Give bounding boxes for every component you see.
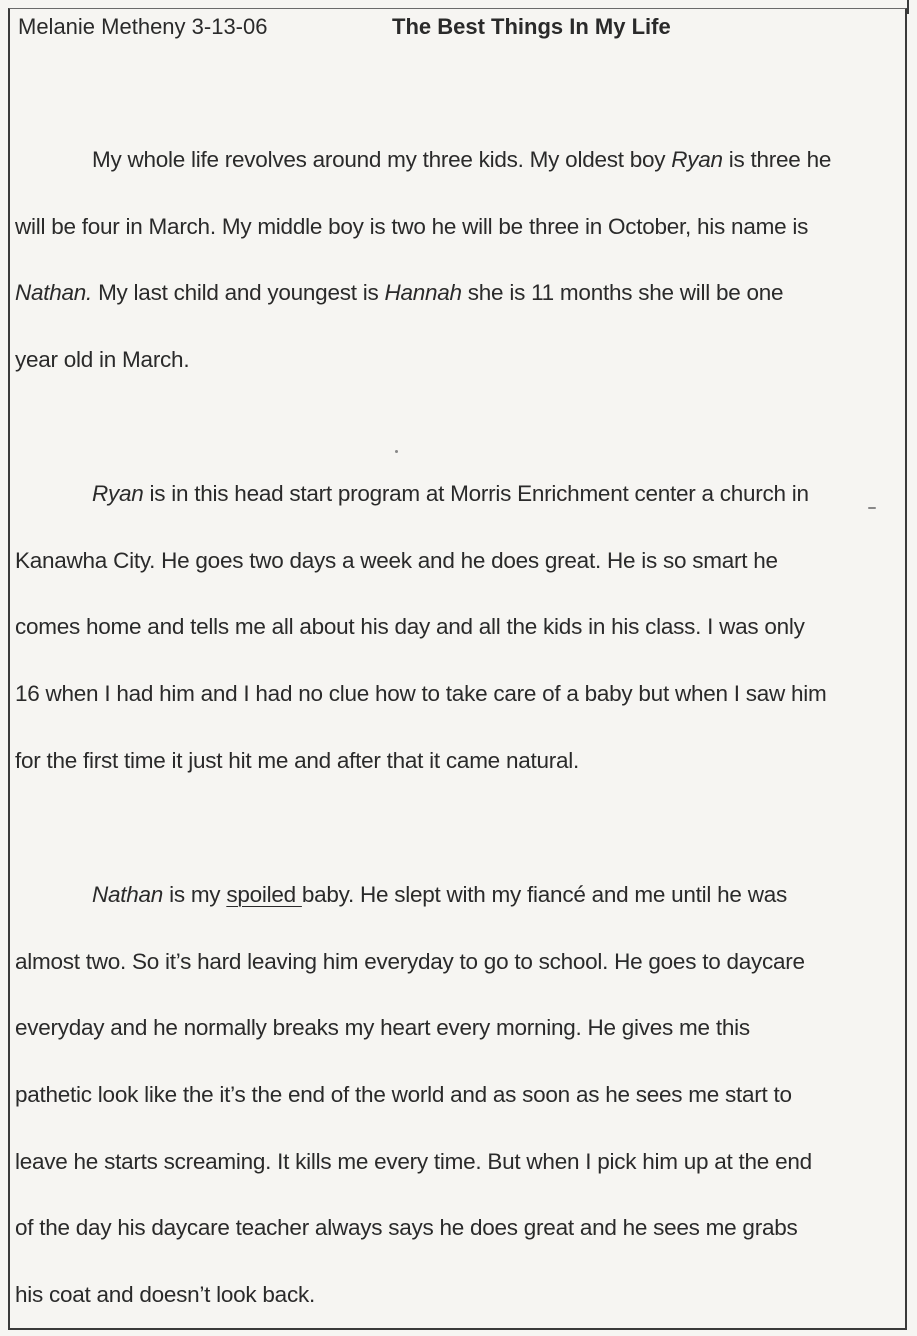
- paragraph-3-line-6: of the day his daycare teacher always says he does great and he sees me grabs: [15, 1215, 798, 1241]
- paragraph-3-line-2: almost two. So it’s hard leaving him everyday to go to school. He goes to daycare: [15, 948, 805, 974]
- paragraph-2-line-2: Kanawha City. He goes two days a week and he does great. He is so smart he: [15, 547, 778, 573]
- paragraph-3-line-7: his coat and doesn’t look back.: [15, 1282, 315, 1308]
- scan-speck: [868, 507, 876, 509]
- paragraph-2: [15, 461, 903, 794]
- text-run: My last child and youngest is: [92, 280, 385, 306]
- paragraph-1-line-3: [15, 260, 903, 327]
- paragraph-1-line-2: will be four in March. My middle boy is two he will be three in October, his name is: [15, 213, 809, 239]
- paragraph-3: [15, 862, 903, 1329]
- page-border-tick: [907, 0, 909, 14]
- paragraph-2-line-4: 16 when I had him and I had no clue how to take care of a baby but when I saw him: [15, 681, 827, 707]
- paragraph-1-line-1: [15, 127, 903, 194]
- name-hannah: Hannah: [384, 280, 462, 306]
- name-nathan: Nathan.: [15, 280, 93, 306]
- paragraph-3-line-3: everyday and he normally breaks my heart every morning. He gives me this: [15, 1015, 750, 1041]
- name-ryan: Ryan: [92, 481, 144, 506]
- text-run: baby. He slept with my fiancé and me until he was: [301, 882, 787, 907]
- paragraph-2-line-5: for the first time it just hit me and after that it came natural.: [15, 747, 579, 773]
- name-nathan: Nathan: [92, 882, 164, 907]
- paragraph-1-line-4: year old in March.: [15, 347, 190, 373]
- text-run: is in this head start program at Morris Enrichment center a church in: [143, 481, 809, 506]
- paragraph-2-line-1: [15, 461, 903, 528]
- text-run: My whole life revolves around my three kids. My oldest boy: [92, 147, 672, 172]
- paragraph-3-line-5: leave he starts screaming. It kills me every time. But when I pick him up at the end: [15, 1148, 812, 1174]
- author-date: Melanie Metheny 3-13-06: [18, 14, 268, 39]
- paragraph-3-line-4: pathetic look like the it’s the end of the world and as soon as he sees me start to: [15, 1082, 792, 1108]
- text-run: is my: [163, 882, 227, 907]
- paragraph-2-line-3: comes home and tells me all about his day and all the kids in his class. I was only: [15, 614, 805, 640]
- name-ryan: Ryan: [671, 147, 723, 172]
- paragraph-3-line-1: [15, 862, 903, 929]
- text-run: is three he: [722, 147, 832, 172]
- essay-title: The Best Things In My Life: [392, 14, 671, 39]
- text-run: she is 11 months she will be one: [461, 280, 784, 306]
- underlined-word: spoiled: [226, 882, 302, 907]
- scan-speck: [395, 450, 398, 453]
- paragraph-1: [15, 127, 903, 394]
